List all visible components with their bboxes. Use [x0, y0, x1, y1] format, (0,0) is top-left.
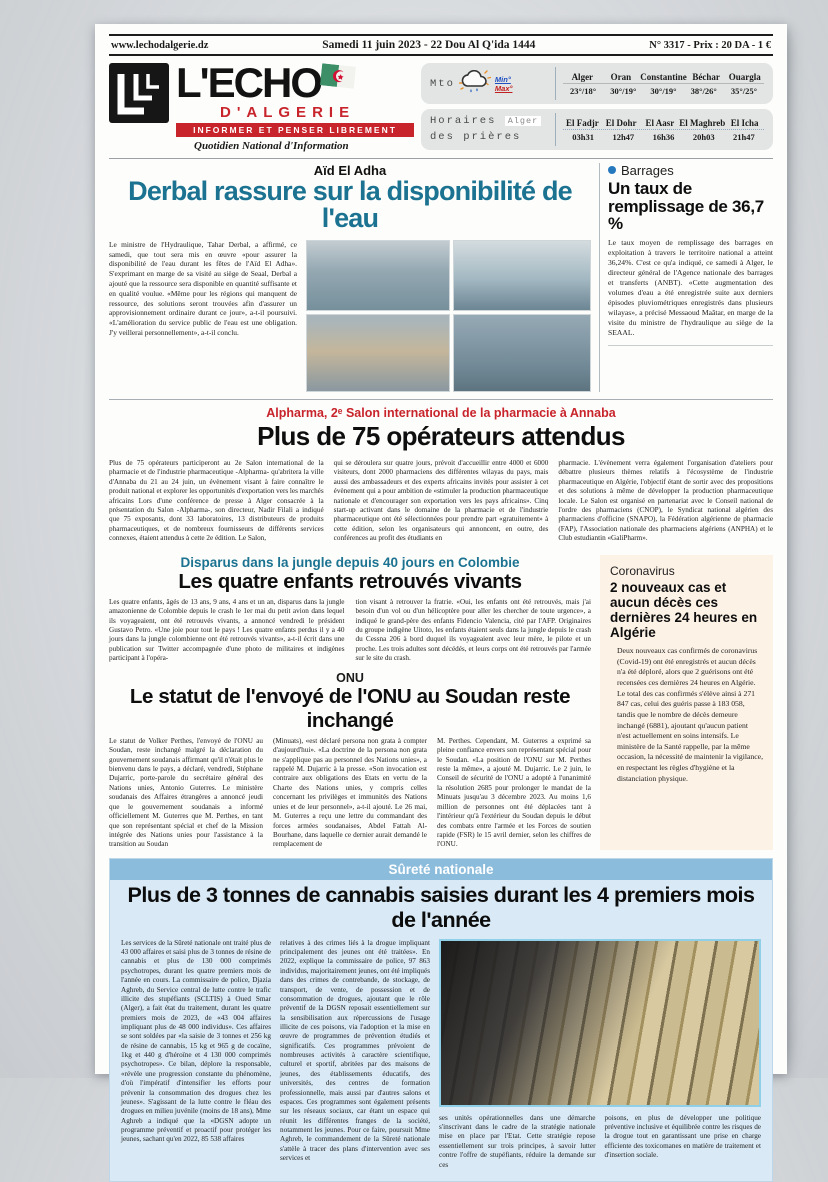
prayer-times-box	[421, 109, 773, 150]
masthead-title-text: L'ECHO	[176, 59, 321, 106]
article-barrages	[608, 163, 773, 392]
weather-temp: 30°/19°	[650, 85, 677, 96]
prayer-name: El Maghreb	[679, 117, 726, 128]
middle-left	[109, 555, 591, 850]
divider	[555, 67, 556, 100]
algeria-flag-icon	[320, 63, 356, 88]
surete-body	[110, 939, 772, 1181]
article-column: pharmacie. L'évènement verra également l'organisation d'ateliers pour débattre plusieurs thèmes relatifs à l'écosystème de l'industrie pharmaceutique en Algérie, l'objectif étant de sortir avec des propositions et des solutions à même de développer la production pharmaceutique locale. Le Salon est organisé en partenariat avec le Conseil national de l'ordre des pharmaciens (CNOP), le Syndicat national algérien des pharmaciens d'officine (SNAPO), la Fédération algérienne de pharmacie (FAP), l'Association nationale des pharmaciens algériens (ANPHA) et le Club estudiantin «GaliPharm».	[558, 458, 774, 543]
prayer-time: 12h47	[612, 131, 635, 142]
article-column: relatives à des crimes liés à la drogue impliquant principalement des jeunes ont été traitées». En 2022, explique la commissaire de police, 97 863 individus, majoritairement jeunes, ont été impliqués dans des crimes de contrebande, de stockage, de transport, de vente, de possession et de consommation de drogues, ajoutant que le rôle préventif de la DGSN reposait essentiellement sur la sensibilisation aux répercussions de l'usage illicite de ces poisons, via l'adoption et la mise en œuvre de programmes de prévention étudiés et significatifs. Ces programmes prévoient de nombreuses activités à caractère scientifique, culturel et sportif, abritées par des maisons de jeunes, des établissements éducatifs, des universités, des centres de formation professionnelle, mais aussi par d'autres salons et espaces. Ces programmes sont également présents sur les réseaux sociaux, car étant un espace qui réunit les différentes franges de la société, notamment les jeunes. Pour ce faire, poursuit Mme Aghreb, le commandement de la Sûreté nationale s'attèle à tracer des plans d'intervention avec ses services et	[280, 938, 430, 1163]
weather-temp: 38°/26°	[690, 85, 717, 96]
masthead-tagline: Quotidien National d'Information	[194, 139, 349, 152]
article-column: qui se déroulera sur quatre jours, prévoit d'accueillir entre 4000 et 6000 visiteurs, dont 2000 pharmaciens des différentes wilayas du pays, mais aussi des ambassadeurs et des experts africains invités pour assister à cet évènement qui a pour ambition de «stimuler la production pharmaceutique nationale et d'encourager son exportation vers les pays africains». Cinq start-up activant dans le domaine de la pharmacie et de l'industrie pharmaceutique ont été sélectionnées pour prendre part «gratuitement» à cette édition, selon les organisateurs qui annoncent, en outre, des conférences au profit des étudiants en	[333, 458, 549, 543]
prayer-time: 03h31	[572, 131, 594, 142]
article-column: Les services de la Sûreté nationale ont traité plus de 43 000 affaires et saisi plus de 3 tonnes de résine de cannabis et plus de 130 000 comprimés psychotropes, durant les quatre premiers mois de l'année en cours. La commissaire de police, Djazia Aghreb, du Service central de lutte contre le trafic illicite des stupéfiants (SCLTIS) à Oued Smar (Alger), a fait état du traitement, durant les quatre premiers mois de 2023, de «43 004 affaires impliquant plus de 48 000 individus». Ces affaires se sont soldées par «la saisie de 3 tonnes et 256 kg de résine de cannabis, 15 kg et 965 g de cocaïne, 1kg et 440 g d'héroïne et 4 130 000 comprimés psychotropes». Ce bilan, déplore la responsable, «révèle une progression constante du phénomène, d'où l'impératif d'intensifier les efforts pour prévenir la consommation des drogues chez les jeunes». S'agissant de la lutte contre le fléau des drogues en milieu juvénile (moins de 18 ans), Mme Aghreb a indiqué que la «DGSN adopte un programme préventif et proactif pour protéger les jeunes, sachant qu'en 2022, 85 538 affaires	[121, 938, 271, 1144]
surete-headline: Plus de 3 tonnes de cannabis saisies durant les 4 premiers mois de l'année	[127, 882, 755, 932]
onu-headline: Le statut de l'envoyé de l'ONU au Soudan reste inchangé	[129, 684, 571, 732]
prayer-name: El Fadjr	[565, 117, 599, 128]
prayer-name: El Aasr	[645, 117, 675, 128]
weather-city: Constantine	[640, 71, 687, 82]
alpharma-headline: Plus de 75 opérateurs attendus	[257, 420, 625, 451]
weather-city: Ouargla	[728, 71, 761, 82]
article-column: ses unités opérationnelles dans une démarche s'inscrivant dans le cadre de la stratégie nationale mise en place par l'Etat. Cette stratégie repose essentiellement sur trois principes, à savoir lutter contre l'offre de stupéfiants, réduire la demande sur ces	[439, 1113, 596, 1169]
prayer-names-row	[563, 118, 764, 130]
weather-box	[421, 63, 773, 104]
onu-kicker: ONU	[336, 670, 364, 685]
prayer-city-badge: Alger	[505, 116, 542, 126]
weather-cities-row	[563, 72, 764, 84]
weather-min-label: Min°	[494, 74, 511, 84]
masthead-subtitle: D'ALGERIE	[220, 103, 356, 121]
colombia-kicker: Disparus dans la jungle depuis 40 jours en Colombie	[180, 554, 520, 570]
weather-temps-row	[563, 86, 764, 96]
dam-photo	[453, 240, 591, 311]
prayer-time: 16h36	[652, 131, 675, 142]
article-lead	[109, 163, 591, 392]
barrages-headline: Un taux de remplissage de 36,7 %	[608, 178, 764, 234]
topbar	[109, 34, 773, 56]
barrages-kicker	[608, 163, 773, 178]
prayer-time: 21h47	[733, 131, 755, 142]
coronavirus-kicker: Coronavirus	[610, 563, 675, 578]
surete-kicker-band: Sûreté nationale	[110, 859, 772, 880]
weather-minmax	[495, 75, 513, 93]
article-colombia	[109, 555, 591, 664]
article-column: Plus de 75 opérateurs participeront au 2e Salon international de la pharmacie et de l'industrie pharmaceutique -Alpharma- qu'abritera la ville d'Annaba du 21 au 24 juin, un évènement visant à faire connaître le produit national et explorer les opportunités d'exportation vers les marchés africains Lors d'une conférence de presse à Alger consacrée à la présentation du Salon -Alpharma-, son directeur, Nadir Filali a indiqué que 75 exposants, dont 33 laboratoires, 13 distributeurs de produits pharmaceutiques, et de nombreux fournisseurs de différents services connexes, étaient attendus à cette 2e édition. Le Salon,	[109, 458, 324, 543]
cannabis-seizure-photo	[439, 939, 761, 1107]
surete-sub-columns	[439, 1114, 761, 1170]
lead-kicker: Aïd El Adha	[313, 162, 387, 178]
alpharma-columns	[109, 459, 773, 544]
article-column: tion visant à retrouver la fratrie. «Oui, les enfants ont été retrouvés, mais j'ai besoin d'un vol ou d'un hélicoptère pour aller les chercher de toute urgence», a indiqué le grand-père des enfants Fidencio Valencia, cité par l'AFP. Originaires du groupe indigène Uitoto, les enfants étaient seuls dans la jungle depuis le crash du Cessna 206 à bord duquel ils voyageaient avec leur mère, le pilote et un proche. Les trois adultes sont décédés, et leurs corps ont été retrouvés par l'armée sur le site du crash.	[355, 597, 591, 663]
weather-city: Béchar	[692, 71, 720, 82]
article-column: poisons, en plus de développer une politique préventive inclusive et équilibrée contre les risques de la drogue tout en garantissant une prise en charge efficiente des toxicomanes en matière de traitement et d'insertion sociale.	[604, 1113, 761, 1160]
masthead-slogan: INFORMER ET PENSER LIBREMENT	[176, 123, 414, 137]
newspaper-front-page	[95, 24, 787, 1169]
weather-label: Mto	[430, 77, 455, 90]
masthead-row	[109, 56, 773, 159]
weather-temp: 23°/18°	[570, 85, 597, 96]
bullet-icon	[608, 166, 616, 174]
article-onu	[109, 671, 591, 850]
lead-body-text: Le ministre de l'Hydraulique, Tahar Derbal, a affirmé, ce samedi, que tout sera mis en œuvre «pour assurer la disponibilité de l'eau durant les fêtes de l'Aïd El Adha». S'exprimant en marge de sa visité au siège de Seaal, Derbal a ajouté que la ressource sera disponible en quantité suffisante et en qualité voulue. «Même pour les régions qui manquent de ressource, des solutions seront trouvées afin d'assurer un approvisionnement ordinaire durant ce jour», a-t-il poursuivi. «L'amélioration du service public de l'eau est une obligation. J'y veillerai personnellement», a-t-il conclu.	[109, 239, 297, 337]
topbar-website: www.lechodalgerie.dz	[111, 40, 209, 51]
lead-photo-collage	[306, 240, 591, 392]
prayer-name: El Dohr	[605, 117, 637, 128]
masthead	[109, 59, 411, 152]
dam-photo	[306, 314, 450, 392]
lead-section	[109, 159, 773, 400]
masthead-title	[176, 59, 321, 106]
dam-photo	[453, 314, 591, 392]
barrages-body-text: Le taux moyen de remplissage des barrages en exploitation à travers le territoire national a atteint 36,24%. C'est ce qu'a indiqué, ce samedi à Alger, le directeur général de l'Agence nationale des barrages et transferts (ANBT). «Cette augmentation des volumes d'eau a été enregistrée suite aux derniers épisodes pluviométriques enregistrés dans plusieurs wilayas», a précisé Messaoud Maâtar, en marge de la visite du ministre de l'hydraulique au siège de la SEAAL.	[608, 238, 773, 346]
weather-city: Alger	[571, 71, 594, 82]
weather-left	[430, 70, 548, 98]
middle-section	[109, 553, 773, 858]
article-column: Le statut de Volker Perthes, l'envoyé de l'ONU au Soudan, reste inchangé malgré la déclaration du gouvernement soudanais affirmant qu'il n'était plus le bienvenu dans le pays, a déclaré, vendredi, Stéphane Dujarric, porte-parole du secrétaire général des Nations unies, Antonio Guterres. Le ministère soudanais des Affaires étrangères a annoncé jeudi que le gouvernement soudanais a informé officiellement M. Guterres que M. Perthes, en tant que son représentant spécial et chef de la Mission intégrée des Nations unies pour l'assistance à la transition au Soudan	[109, 736, 263, 849]
topbar-issue-price: N° 3317 - Prix : 20 DA - 1 €	[649, 40, 771, 51]
weather-max-label: Max°	[494, 83, 513, 93]
weather-city: Oran	[610, 71, 632, 82]
article-alpharma	[109, 400, 773, 553]
prayer-times-row	[563, 132, 764, 142]
nested-l-logo-icon	[109, 63, 169, 123]
onu-columns	[109, 737, 591, 850]
coronavirus-headline: 2 nouveaux cas et aucun décès ces dernières 24 heures en Algérie	[610, 579, 758, 641]
prayer-table	[563, 118, 764, 142]
lead-content	[109, 240, 591, 392]
divider	[599, 163, 600, 392]
topbar-date: Samedi 11 juin 2023 - 22 Dou Al Q'ida 1444	[322, 39, 536, 51]
barrages-kicker-text: Barrages	[621, 162, 674, 178]
section-surete-nationale	[109, 858, 773, 1182]
dam-photo	[306, 240, 450, 311]
weather-temp: 30°/19°	[610, 85, 637, 96]
article-column: Les quatre enfants, âgés de 13 ans, 9 ans, 4 ans et un an, disparus dans la jungle amazonienne de Colombie depuis le crash le 1er mai du petit avion dans lequel ils voyageaient, ont été retrouvés vivants, a annoncé vendredi le président Gustavo Petro. «Une joie pour tout le pays ! Les quatre enfants perdus il y a 40 jours dans la jungle colombienne ont été retrouvés vivants», a-t-il écrit dans une publication sur Twitter accompagnée d'une photo de militaires et indigènes participant à l'opéra-	[109, 597, 345, 663]
info-boxes	[421, 63, 773, 152]
divider	[555, 113, 556, 146]
prayer-name: El Icha	[730, 117, 759, 128]
prayer-label	[430, 114, 541, 146]
coronavirus-body-text: Deux nouveaux cas confirmés de coronavirus (Covid-19) ont été enregistrés et aucun décès n'a été déploré, alors que 2 guérisons ont été recensées ces dernières 24 heures en Algérie. Le total des cas confirmés s'élève ainsi à 271 847 cas, celui des guéris passe à 183 058, tandis que le nombre de décès demeure inchangé (6881), ajoutant qu'aucun patient n'est actuellement en soins intensifs. Le ministère de la Santé rappelle, par la même occasion, la nécessité de maintenir la vigilance, en respectant les règles d'hygiène et la distanciation physique.	[617, 646, 764, 783]
prayer-label-line2: des prières	[430, 130, 522, 143]
lead-headline: Derbal rassure sur la disponibilité de l'eau	[128, 175, 572, 234]
weather-cloud-rain-sun-icon	[459, 70, 491, 98]
colombia-columns	[109, 598, 591, 664]
weather-temp: 35°/25°	[730, 85, 757, 96]
surete-right	[439, 939, 761, 1170]
colombia-headline: Les quatre enfants retrouvés vivants	[178, 569, 522, 593]
weather-table	[563, 72, 764, 96]
box-coronavirus	[600, 555, 773, 850]
prayer-left	[430, 114, 548, 146]
masthead-text	[176, 59, 414, 152]
alpharma-kicker: Alpharma, 2ᵉ Salon international de la pharmacie à Annaba	[266, 405, 616, 420]
article-column: M. Perthes. Cependant, M. Guterres a exprimé sa pleine confiance envers son représentant spécial pour le Soudan. «La position de l'ONU sur M. Perthes reste la même», a ajouté M. Dujarric. Le 2 juin, le Conseil de sécurité de l'ONU a adopté à l'unanimité la résolution 2685 pour prolonger le mandat de la Minuats jusqu'au 3 décembre 2023. Au moins 1,6 million de personnes ont été déplacées tant à l'intérieur qu'à l'extérieur du Soudan depuis le début des combats entre l'armée et les Forces de soutien rapide (FSR) le 15 avril dernier, selon les chiffres de l'ONU.	[437, 736, 591, 849]
article-column: (Minuats), «est déclaré persona non grata à compter d'aujourd'hui». «La doctrine de la persona non grata ne s'applique pas au personnel des Nations unies», a rappelé M. Dujarric à la presse. «Son invocation est contraire aux obligations des Etats en vertu de la Charte des Nations unies, y compris celles concernant les privilèges et immunités des Nations unies et de leur personnel», a-t-il ajouté. Le 26 mai, M. Guterres a reçu une lettre du commandant des forces armées soudanaises, Abdel Fattah Al-Bourhane, dans laquelle ce dernier aurait demandé le remplacement de	[273, 736, 427, 849]
prayer-label-line1: Horaires	[430, 114, 497, 127]
prayer-time: 20h03	[692, 131, 715, 142]
